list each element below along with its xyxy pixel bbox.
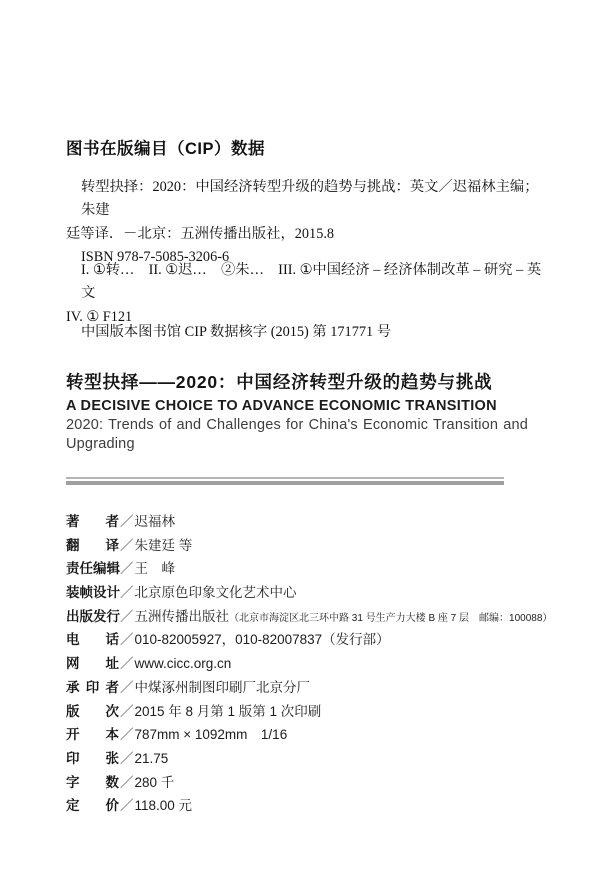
colophon-row (66, 747, 586, 771)
colophon-row-label: 著者 (66, 514, 119, 529)
colophon-row-value: 118.00 元 (134, 798, 193, 814)
cip-registry-line: 中国版本图书馆 CIP 数据核字 (2015) 第 171771 号 (81, 324, 392, 340)
colophon-row (66, 771, 586, 795)
cip-heading: 图书在版编目（CIP）数据 (66, 140, 266, 158)
slash-separator: ／ (120, 632, 134, 648)
colophon-row-label: 开本 (66, 727, 119, 743)
isbn-line: ISBN 978-7-5085-3206-6 (81, 249, 230, 266)
colophon-row-value: 787mm × 1092mm 1/16 (134, 727, 288, 743)
colophon-row-value: 010-82005927，010-82007837（发行部） (134, 632, 390, 648)
book-title-english: A DECISIVE CHOICE TO ADVANCE ECONOMIC TRANSITION (66, 398, 497, 414)
colophon-row-value: www.cicc.org.cn (134, 656, 232, 672)
colophon-row-value: 北京原色印象文化艺术中心 (134, 585, 297, 601)
cip-classification-line: IV. ① F121 (66, 308, 133, 325)
colophon-row-value: 中煤涿州制图印刷厂北京分厂 (134, 679, 310, 695)
colophon-row (66, 700, 586, 724)
colophon-row-label: 出版发行 (66, 608, 120, 624)
colophon-row-label: 装帧设计 (66, 585, 120, 601)
slash-separator: ／ (120, 727, 134, 743)
slash-separator: ／ (120, 608, 134, 624)
slash-separator: ／ (120, 798, 134, 814)
slash-separator: ／ (120, 774, 134, 790)
colophon-row (66, 557, 586, 581)
slash-separator: ／ (120, 514, 134, 529)
colophon-row-label: 版次 (66, 703, 119, 719)
colophon-row-note: （北京市海淀区北三环中路 31 号生产力大楼 B 座 7 层 邮编：100088） (229, 612, 553, 624)
separator-double-rule (66, 477, 504, 485)
colophon-row-label: 电话 (66, 632, 119, 648)
slash-separator: ／ (120, 679, 134, 695)
colophon-row (66, 628, 586, 652)
colophon-row-label: 网址 (66, 656, 119, 672)
slash-separator: ／ (120, 656, 134, 672)
slash-separator: ／ (120, 585, 134, 601)
colophon-row (66, 723, 586, 747)
colophon-row-value: 2015 年 8 月第 1 版第 1 次印刷 (134, 703, 322, 719)
book-title-chinese: 转型抉择——2020：中国经济转型升级的趋势与挑战 (66, 372, 493, 392)
slash-separator: ／ (120, 537, 134, 553)
colophon-row (66, 581, 586, 605)
colophon-row-value: 280 千 (134, 774, 175, 790)
colophon-row-label: 责任编辑 (66, 561, 120, 577)
colophon-row-label: 字数 (66, 774, 119, 790)
slash-separator: ／ (120, 750, 134, 766)
colophon-row (66, 652, 586, 676)
colophon-row (66, 676, 586, 700)
colophon-row (66, 794, 586, 818)
colophon-rows (66, 510, 586, 818)
colophon-row (66, 534, 586, 558)
colophon-row-value: 王 峰 (134, 561, 175, 577)
colophon-row-label: 承印者 (66, 679, 119, 695)
colophon-row-value: 五洲传播出版社 (134, 608, 229, 624)
colophon-row (66, 605, 586, 629)
book-subtitle-english: 2020: Trends of and Challenges for China's Economic Transition and Upgrading (66, 417, 528, 452)
cip-registry (66, 321, 548, 344)
colophon-row-label: 定价 (66, 798, 119, 814)
colophon-row-value: 朱建廷 等 (134, 537, 193, 553)
colophon-row-value: 迟福林 (134, 514, 175, 529)
cip-record-line: 廷等译．－北京：五洲传播出版社，2015.8 (66, 225, 335, 242)
cip-classification-line: I. ①转… II. ①迟… ②朱… III. ①中国经济 – 经济体制改革 – 研究 – 英文 (81, 262, 542, 302)
cip-record-line: 转型抉择：2020：中国经济转型升级的趋势与挑战：英文／迟福林主编；朱建 (81, 179, 539, 219)
separator-thick-line (66, 481, 504, 485)
cip-classification (66, 259, 548, 329)
colophon-row-value: 21.75 (134, 750, 169, 766)
colophon-row-label: 印张 (66, 750, 119, 766)
colophon-row-label: 翻译 (66, 537, 119, 553)
cip-record (66, 176, 548, 270)
colophon-row (66, 510, 586, 534)
slash-separator: ／ (120, 703, 134, 719)
slash-separator: ／ (120, 561, 134, 577)
